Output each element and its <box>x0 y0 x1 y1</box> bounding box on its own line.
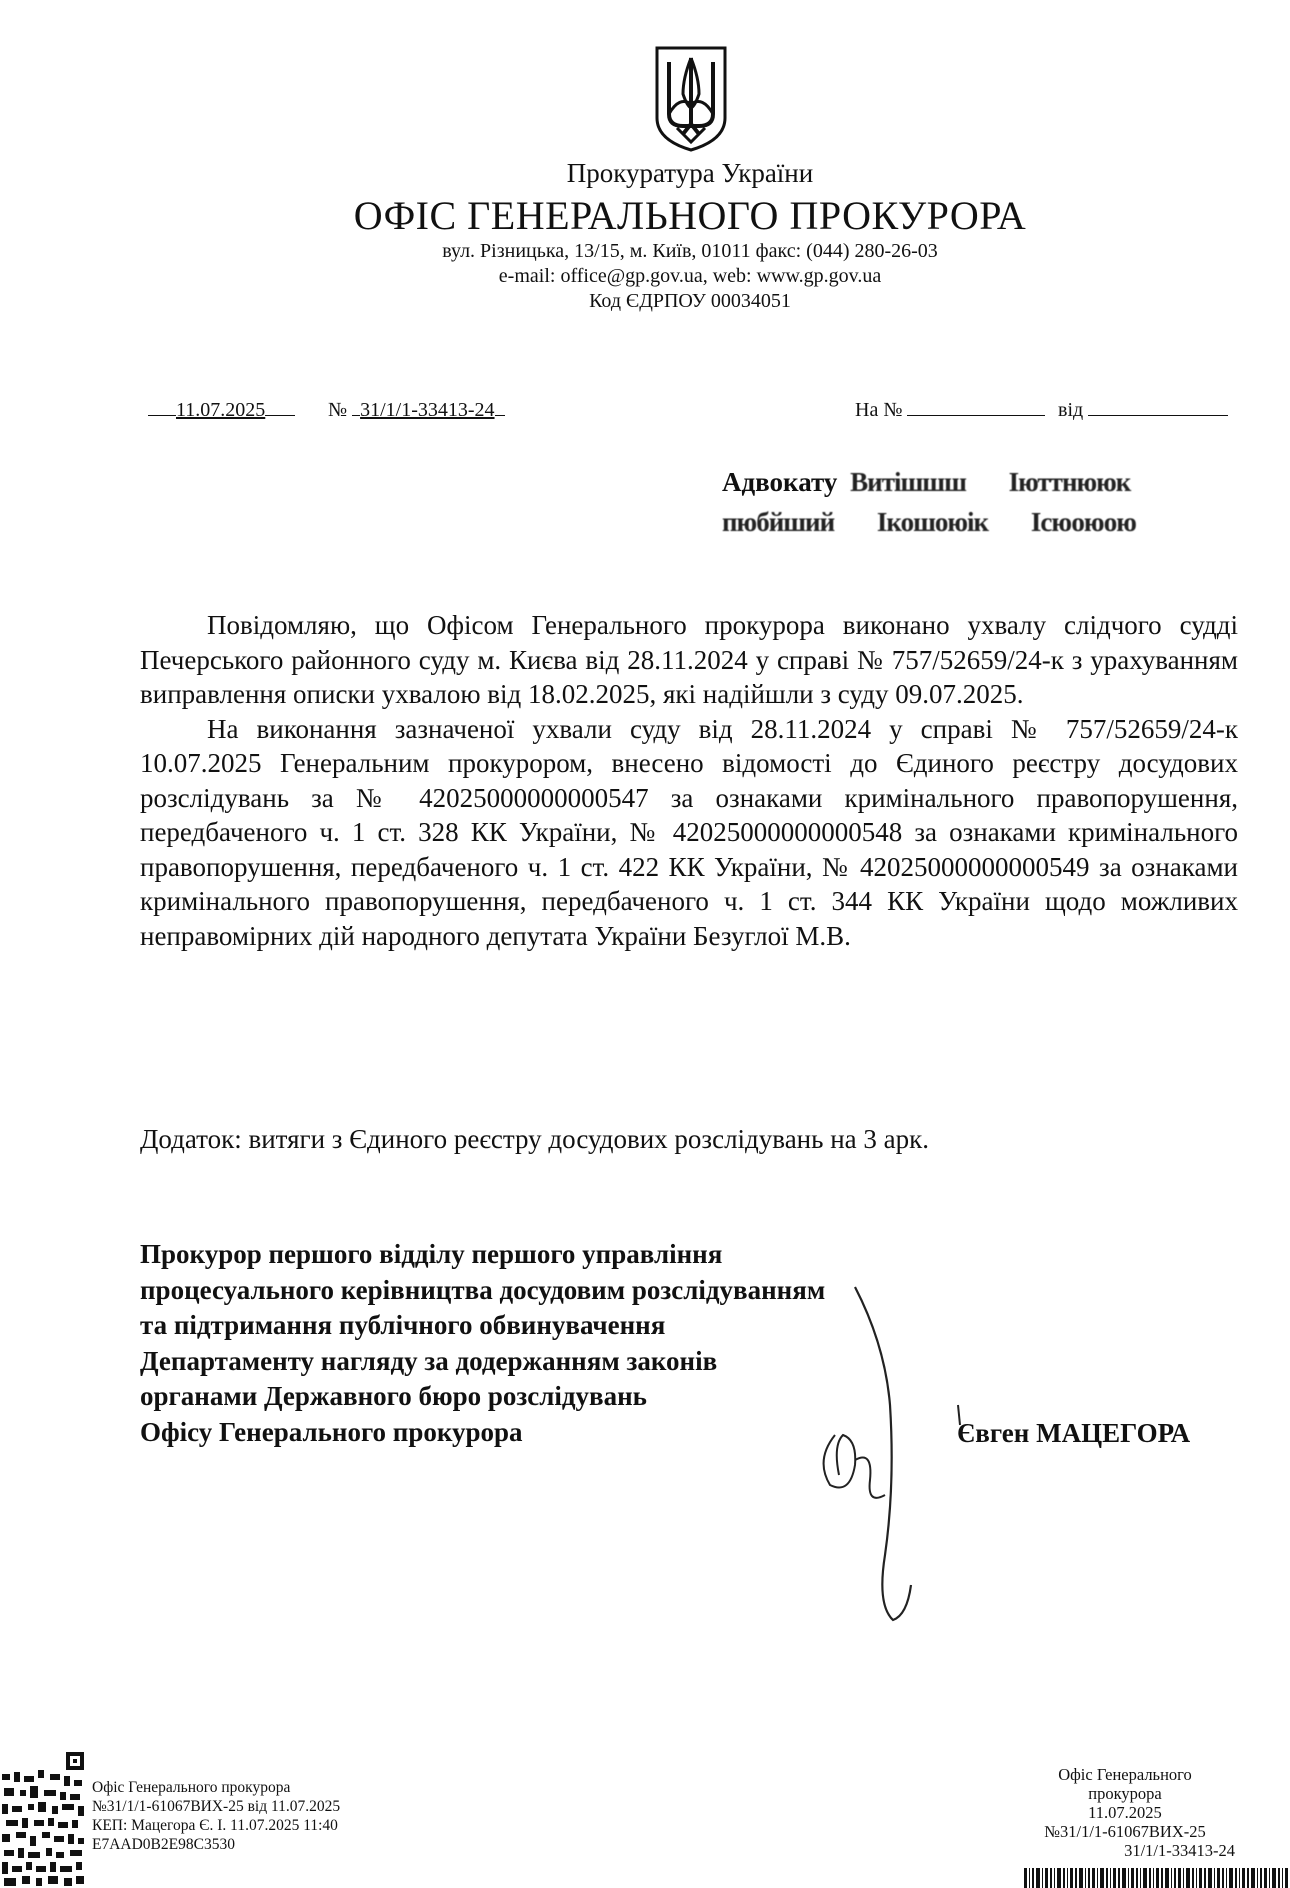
stamp-line: Офіс Генерального прокурора <box>92 1779 291 1796</box>
outgoing-date-field <box>148 397 295 422</box>
signatory-name: Євген МАЦЕГОРА <box>957 1418 1191 1448</box>
office-edrpou: Код ЄДРПОУ 00034051 <box>589 290 791 312</box>
letter-body <box>140 608 1238 953</box>
office-address: вул. Різницька, 13/15, м. Київ, 01011 факс: (044) 280-26-03 <box>442 240 938 262</box>
outgoing-date: 11.07.2025 <box>176 399 266 421</box>
stamp-line: №31/1/1-61067ВИХ-25 <box>1044 1822 1206 1841</box>
position-line: процесуального керівництва досудовим розслідуванням <box>140 1274 826 1305</box>
attachment-note: Додаток: витяги з Єдиного реєстру досудових розслідувань на 3 арк. <box>140 1124 929 1154</box>
outgoing-number: 31/1/1-33413-24 <box>360 399 495 421</box>
position-line: Офісу Генерального прокурора <box>140 1416 523 1447</box>
qr-code-icon <box>0 1750 86 1888</box>
e-signature-stamp <box>92 1778 340 1854</box>
agency-name: Прокуратура України <box>566 158 814 188</box>
reference-number-field <box>855 397 1045 422</box>
position-line: Прокурор першого відділу першого управління <box>140 1239 723 1269</box>
from-label: від <box>1058 399 1084 421</box>
redacted-name-1: Витiшшш <box>850 467 966 497</box>
office-title: ОФІС ГЕНЕРАЛЬНОГО ПРОКУРОРА <box>353 193 1027 238</box>
redacted-name-3: пюбйший <box>722 507 835 537</box>
body-paragraph-1: Повідомляю, що Офісом Генерального прокурора виконано ухвалу слідчого судді Печерського районного суду м. Києва від 28.11.2024 у справі № 757/52659/24-к з урахуванням виправлення описки ухвалою від 18.02.2025, які надійшли з суду 09.07.2025. <box>140 610 1238 709</box>
office-contacts: e-mail: office@gp.gov.ua, web: www.gp.gov.ua <box>498 265 882 287</box>
ukraine-trident-emblem-icon <box>653 44 729 154</box>
addressee-block <box>722 462 1136 542</box>
stamp-line: Офіс Генерального <box>1058 1765 1192 1784</box>
stamp-line: E7AAD0B2E98C3530 <box>92 1836 235 1853</box>
position-line: Департаменту нагляду за додержанням законів <box>140 1345 718 1376</box>
reference-date-field <box>1058 397 1228 422</box>
barcode-icon <box>1024 1868 1290 1888</box>
redacted-name-2: Іюттнююк <box>1008 467 1131 497</box>
redacted-name-5: Ісюоюою <box>1030 507 1136 537</box>
stamp-line: №31/1/1-61067ВИХ-25 від 11.07.2025 <box>92 1798 341 1815</box>
reference-label: На № <box>855 399 903 421</box>
stamp-line: КЕП: Мацегора Є. І. 11.07.2025 11:40 <box>92 1817 338 1834</box>
stamp-line: прокурора <box>1088 1784 1162 1803</box>
redacted-name-4: Ікошоюік <box>876 507 989 537</box>
number-label: № <box>328 399 348 421</box>
stamp-line: 11.07.2025 <box>1088 1803 1162 1822</box>
addressee-title: Адвокату <box>722 467 838 497</box>
signatory-position <box>140 1237 825 1450</box>
body-paragraph-2: На виконання зазначеної ухвали суду від 28.11.2024 у справі № 757/52659/24-к 10.07.2025 Генеральним прокурором, внесено відомості до Єдиного реєстру досудових розслідувань за № 42025000000000547 за ознаками кримінального правопорушення, передбаченого ч. 1 ст. 328 КК України, № 42025000000000548 за ознаками кримінального правопорушення, передбаченого ч. 1 ст. 422 КК України, № 42025000000000549 за ознаками кримінального правопорушення, передбаченого ч. 1 ст. 344 КК України щодо можливих неправомірних дій народного депутата України Безуглої М.В. <box>140 713 1238 951</box>
handwritten-signature <box>815 1285 980 1625</box>
stamp-line: 31/1/1-33413-24 <box>1124 1841 1235 1860</box>
position-line: органами Державного бюро розслідувань <box>140 1381 647 1411</box>
position-line: та підтримання публічного обвинувачення <box>140 1310 666 1340</box>
registration-stamp <box>1005 1765 1245 1860</box>
outgoing-number-field <box>328 397 505 422</box>
